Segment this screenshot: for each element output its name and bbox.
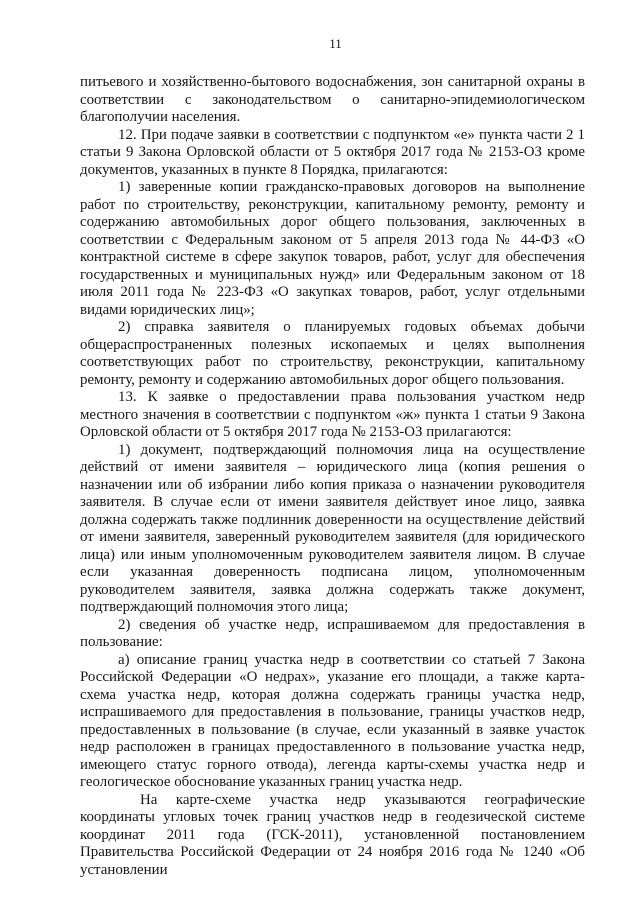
paragraph-item-12: 12. При подаче заявки в соответствии с подпунктом «е» пункта части 2 1 статьи 9 Закона Орловской области от 5 октября 2017 года № 2153-ОЗ кроме документов, указанных в пункте 8 Порядка, прилагаются: xyxy=(80,126,585,178)
page-number: 11 xyxy=(329,36,342,51)
paragraph-map-scheme: На карте-схеме участка недр указываются географические координаты угловых точек границ участков недр в геодезической системе координат 2011 года (ГСК-2011), установленной постановлением Правительства Российской Федерации от 24 ноября 2016 года № 1240 «Об установлении xyxy=(80,791,585,878)
paragraph-item-13: 13. К заявке о предоставлении права пользования участком недр местного значения в соответствии с подпунктом «ж» пункта 1 статьи 9 Закона Орловской области от 5 октября 2017 года № 2153-ОЗ прилагаются: xyxy=(80,389,585,440)
paragraph-item-13-2: 2) сведения об участке недр, испрашиваемом для предоставления в пользование: xyxy=(80,616,585,650)
paragraph-item-13-2-a: а) описание границ участка недр в соответствии со статьей 7 Закона Российской Федерации «О недрах», указание его площади, а также карта-схема участка недр, которая должна содержать границы участка недр, испрашиваемого для предоставления в пользование, границы участков недр, предоставленных в пользование (в случае, если указанный в заявке участок недр расположен в границах предоставленного в пользование участка недр, имеющего статус горного отвода), легенда карты-схемы участка недр и геологическое обоснование указанных границ участка недр. xyxy=(80,651,585,790)
paragraph-item-13-1: 1) документ, подтверждающий полномочия лица на осуществление действий от имени заявителя – юридического лица (копия решения о назначении или об избрании либо копия приказа о назначении руководителя заявителя. В случае если от имени заявителя действует иное лицо, заявка должна содержать также подлинник доверенности на осуществление действий от имени заявителя, заверенный руководителем заявителя (для юридического лица) или иным уполномоченным руководителем заявителя лицом. В случае если указанная доверенность подписана лицом, уполномоченным руководителем заявителя, заявка должна содержать также документ, подтверждающий полномочия этого лица; xyxy=(80,441,585,615)
paragraph-item-12-2: 2) справка заявителя о планируемых годовых объемах добычи общераспространенных полезных ископаемых и целях выполнения соответствующих работ по строительству, реконструкции, капитальному ремонту, ремонту и содержанию автомобильных дорог общего пользования. xyxy=(80,319,585,388)
paragraph-continuation: питьевого и хозяйственно-бытового водоснабжения, зон санитарной охраны в соответствии с законодательством о санитарно-эпидемиологическом благополучии населения. xyxy=(80,74,585,125)
paragraph-item-12-1: 1) заверенные копии гражданско-правовых договоров на выполнение работ по строительству, реконструкции, капитальному ремонту, ремонту и содержанию автомобильных дорог общего пользования, заключенных в соответствии с Федеральным законом от 5 апреля 2013 года № 44-ФЗ «О контрактной системе в сфере закупок товаров, работ, услуг для обеспечения государственных и муниципальных нужд» или Федеральным законом от 18 июля 2011 года № 223-ФЗ «О закупках товаров, работ, услуг отдельными видами юридических лиц»; xyxy=(80,179,585,318)
document-body xyxy=(80,74,585,879)
